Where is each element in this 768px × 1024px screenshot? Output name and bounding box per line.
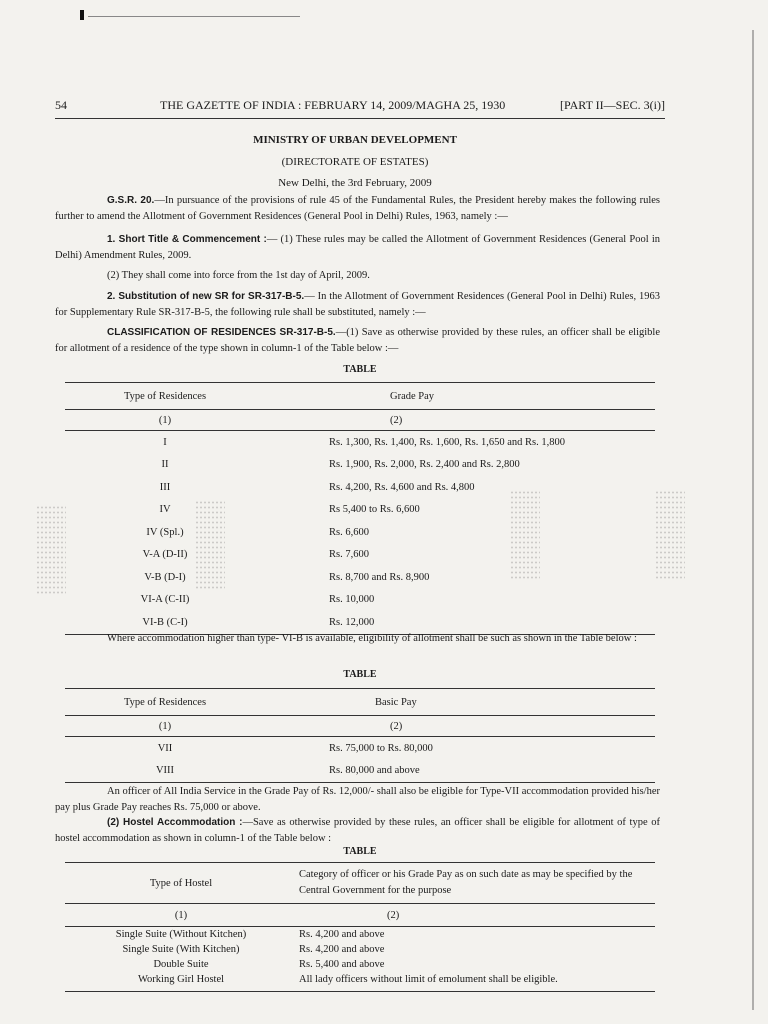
gsr-paragraph <box>55 193 660 225</box>
residence-type: I <box>163 436 167 448</box>
running-header <box>55 98 665 114</box>
table-row <box>65 476 655 499</box>
gsr-label: G.S.R. 20. <box>107 195 155 206</box>
scan-noise <box>655 490 685 580</box>
residence-type: VIII <box>155 765 175 777</box>
table-row <box>65 544 655 567</box>
residence-type: VI-B (C-I) <box>142 616 188 628</box>
residence-type: V-B (D-I) <box>144 571 186 583</box>
hostel-type: Single Suite (With Kitchen) <box>122 944 240 955</box>
table-row <box>65 957 655 972</box>
rule1-label: 1. Short Title & Commencement : <box>107 234 267 245</box>
column-number: (2) <box>265 410 655 431</box>
column-number: (2) <box>265 716 655 737</box>
residence-type: III <box>159 481 171 493</box>
column-number: (1) <box>65 410 265 431</box>
higher-accommodation-paragraph: Where accommodation higher than type- VI-B is available, eligibility of allotment shall be such as shown in the Table below : <box>107 633 637 644</box>
page-edge <box>752 30 754 1010</box>
rule2-text: — In the Allotment of Government Residences (General Pool in Delhi) Rules, 1963 for Supplementary Rule SR-317-B-5, the following rule shall be substituted, namely :— <box>55 291 660 318</box>
hostel-paragraph <box>55 815 660 847</box>
hostel-text: —Save as otherwise provided by these rules, an officer shall be eligible for allotment of type of hostel accommodation as shown in column-1 of the Table below : <box>55 817 661 844</box>
hostel-eligibility: Rs. 4,200 and above <box>299 944 385 955</box>
table-row <box>65 499 655 522</box>
grade-pay: Rs. 7,600 <box>329 549 369 561</box>
table-row <box>65 431 655 454</box>
classification-label: CLASSIFICATION OF RESIDENCES SR-317-B-5. <box>107 327 336 338</box>
column-number: (1) <box>65 904 297 927</box>
classification-text: —(1) Save as otherwise provided by these rules, an officer shall be eligible for allotment of a residence of the type shown in column-1 of the Table below :— <box>55 327 660 354</box>
grade-pay: Rs 5,400 to Rs. 6,600 <box>329 504 420 516</box>
hostel-type: Single Suite (Without Kitchen) <box>115 929 247 940</box>
residence-type: V-A (D-II) <box>142 549 188 561</box>
table3-title: TABLE <box>343 846 377 857</box>
table-row <box>65 927 655 943</box>
rule1-text: — (1) These rules may be called the Allotment of Government Residences (General Pool in Delhi) Amendment Rules, 2009. <box>55 234 660 261</box>
hostel-table <box>65 862 655 992</box>
header-rule <box>55 118 665 119</box>
table-header: Type of Residences <box>65 383 265 410</box>
page-number: 54 <box>55 98 67 112</box>
basic-pay-table <box>65 688 655 783</box>
table-row <box>65 521 655 544</box>
grade-pay: Rs. 12,000 <box>329 616 375 628</box>
scan-mark <box>80 10 84 20</box>
table-row <box>65 589 655 612</box>
table-header: Category of officer or his Grade Pay as on such date as may be specified by the Central Government for the purpose <box>297 863 655 904</box>
residence-type: VI-A (C-II) <box>140 594 190 606</box>
hostel-label: (2) Hostel Accommodation : <box>107 817 243 828</box>
grade-pay-table <box>65 382 655 635</box>
hostel-eligibility: Rs. 5,400 and above <box>299 959 385 970</box>
basic-pay: Rs. 80,000 and above <box>329 765 420 777</box>
residence-type: VII <box>157 742 173 754</box>
table-header: Type of Hostel <box>65 863 297 904</box>
table-row <box>65 566 655 589</box>
residence-type: IV (Spl.) <box>146 526 184 538</box>
gsr-text: —In pursuance of the provisions of rule 45 of the Fundamental Rules, the President hereby makes the following rules further to amend the Allotment of Government Residences (General Pool in Delhi) Rules, 1963, namely :— <box>55 195 661 222</box>
rule1-subclause: (2) They shall come into force from the 1st day of April, 2009. <box>107 270 370 281</box>
grade-pay: Rs. 8,700 and Rs. 8,900 <box>329 571 430 583</box>
hostel-eligibility: All lady officers without limit of emolument shall be eligible. <box>299 974 558 985</box>
grade-pay: Rs. 6,600 <box>329 526 369 538</box>
table-header: Basic Pay <box>265 689 655 716</box>
scan-noise <box>36 505 66 595</box>
residence-type: II <box>161 459 169 471</box>
grade-pay: Rs. 1,300, Rs. 1,400, Rs. 1,600, Rs. 1,650 and Rs. 1,800 <box>329 436 565 448</box>
table2-title: TABLE <box>343 669 377 680</box>
hostel-type: Double Suite <box>153 959 209 970</box>
grade-pay: Rs. 1,900, Rs. 2,000, Rs. 2,400 and Rs. 2,800 <box>329 459 520 471</box>
column-number: (2) <box>297 904 655 927</box>
directorate-heading: (DIRECTORATE OF ESTATES) <box>281 156 429 168</box>
grade-pay: Rs. 10,000 <box>329 594 375 606</box>
rule2-paragraph <box>55 289 660 321</box>
column-number: (1) <box>65 716 265 737</box>
grade-pay: Rs. 4,200, Rs. 4,600 and Rs. 4,800 <box>329 481 475 493</box>
hostel-type: Working Girl Hostel <box>137 974 225 985</box>
table-row <box>65 454 655 477</box>
residence-type: IV <box>159 504 171 516</box>
table1-title: TABLE <box>343 364 377 375</box>
ministry-heading: MINISTRY OF URBAN DEVELOPMENT <box>253 134 457 146</box>
table-header: Type of Residences <box>65 689 265 716</box>
table-row <box>65 942 655 957</box>
gazette-title: THE GAZETTE OF INDIA : FEBRUARY 14, 2009/MAGHA 25, 1930 <box>160 98 506 112</box>
basic-pay: Rs. 75,000 to Rs. 80,000 <box>329 742 433 754</box>
scan-line <box>88 16 300 17</box>
table-row <box>65 737 655 760</box>
ais-paragraph: An officer of All India Service in the Grade Pay of Rs. 12,000/- shall also be eligible for Type-VII accommodation provided his/her pay plus Grade Pay reaches Rs. 75,000 or above. <box>55 786 660 813</box>
hostel-eligibility: Rs. 4,200 and above <box>299 929 385 940</box>
table-row <box>65 972 655 992</box>
table-row <box>65 760 655 783</box>
part-section: [PART II—SEC. 3(i)] <box>560 98 665 112</box>
classification-paragraph <box>55 325 660 357</box>
table-header: Grade Pay <box>265 383 655 410</box>
rule1-paragraph <box>55 232 660 264</box>
rule2-label: 2. Substitution of new SR for SR-317-B-5. <box>107 291 305 302</box>
dateline: New Delhi, the 3rd February, 2009 <box>278 177 432 189</box>
